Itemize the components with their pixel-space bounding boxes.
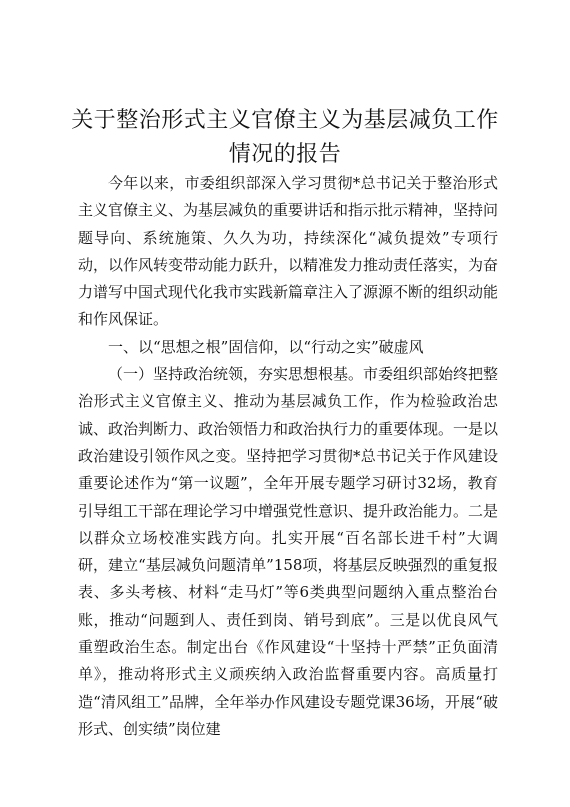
body-paragraph: （一）坚持政治统领，夯实思想根基。市委组织部始终把整治形式主义官僚主义、推动为基层减负工作，作为检验政治忠诚、政治判断力、政治领悟力和政治执行力的重要体现。一是以政治建设引领作风之变。坚持把学习贯彻*总书记关于作风建设重要论述作为“第一议题”，全年开展专题学习研讨32场，教育引导组工干部在理论学习中增强党性意识、提升政治能力。二是以群众立场校准实践方向。扎实开展“百名部长进千村”大调研，建立“基层减负问题清单”158项，将基层反映强烈的重复报表、多头考核、材料“走马灯”等6类典型问题纳入重点整治台账，推动“问题到人、责任到岗、销号到底”。三是以优良风气重塑政治生态。制定出台《作风建设“十坚持十严禁”正负面清单》，推动将形式主义顽疾纳入政治监督重要内容。高质量打造“清风组工”品牌，全年举办作风建设专题党课36场，开展“破形式、创实绩”岗位建 [78,365,499,738]
section-heading: 一、以“思想之根”固信仰，以“行动之实”破虚风 [108,337,424,356]
intro-paragraph: 今年以来，市委组织部深入学习贯彻*总书记关于整治形式主义官僚主义、为基层减负的重要讲话和指示批示精神，坚持问题导向、系统施策、久久为功，持续深化“减负提效”专项行动，以作风转变带动能力跃升，以精准发力推动责任落实，为奋力谱写中国式现代化我市实践新篇章注入了源源不断的组织动能和作风保证。 [78,174,499,329]
title-line-1: 关于整治形式主义官僚主义为基层减负工作 [71,108,499,133]
title-line-2: 情况的报告 [228,142,342,167]
document-title [60,104,510,172]
document-body [78,170,498,743]
